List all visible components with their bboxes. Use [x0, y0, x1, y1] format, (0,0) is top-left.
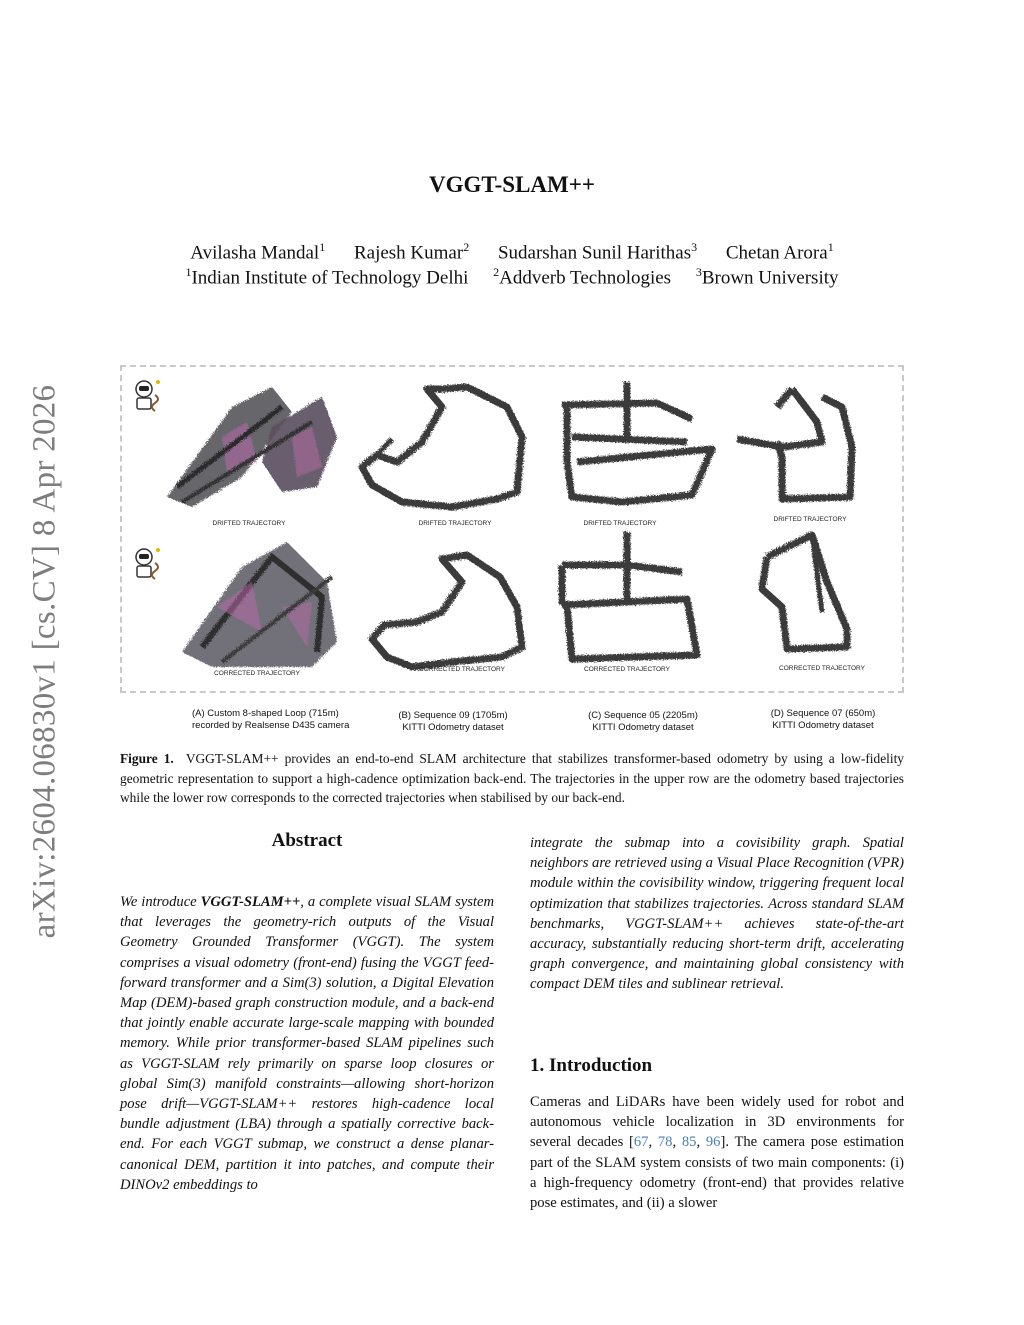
trajectory-d-corrected	[762, 535, 847, 649]
panel-caption-d: (D) Sequence 07 (650m) KITTI Odometry dataset	[770, 708, 876, 731]
trajectory-c-corrected	[562, 532, 697, 659]
affiliation-list	[0, 265, 1024, 289]
label-b-drifted: DRIFTED TRAJECTORY	[418, 520, 492, 527]
trajectory-c-drifted	[562, 382, 712, 502]
abstract-text-continued: integrate the submap into a covisibility graph. Spatial neighbors are retrieved using a Visual Place Recognition (VPR) module within the covisibility window, triggering frequent local optimization that stabilizes trajectories. Across standard SLAM benchmarks, VGGT-SLAM++ achieves state-of-the-art accuracy, substantially reducing short-term drift, accelerating graph convergence, and maintaining global consistency with compact DEM tiles and sublinear retrieval.	[530, 835, 904, 993]
arxiv-id-text: arXiv:2604.06830v1 [cs.CV] 8 Apr 2026	[26, 384, 63, 938]
citation-link[interactable]: 78	[657, 1134, 673, 1151]
affiliation: $^1$Indian Institute of Technology Delhi	[185, 265, 469, 289]
trajectory-d-drifted	[737, 389, 852, 499]
paper-title: VGGT-SLAM++	[429, 172, 595, 197]
figure-label: Figure 1.	[120, 751, 174, 766]
arxiv-identifier	[15, 375, 75, 947]
label-c-corrected: CORRECTED TRAJECTORY	[584, 666, 670, 673]
trajectory-illustration	[122, 367, 902, 691]
label-d-drifted: DRIFTED TRAJECTORY	[773, 516, 847, 523]
introduction-heading: 1. Introduction	[530, 1055, 653, 1076]
robot-icon	[136, 548, 160, 579]
citation-link[interactable]: 96	[705, 1134, 721, 1151]
citation-link[interactable]: 85	[681, 1134, 697, 1151]
author-list	[0, 240, 1024, 264]
figure-caption-text: VGGT-SLAM++ provides an end-to-end SLAM architecture that stabilizes transformer-based odometry by using a low-fidelity geometric representation to support a high-cadence optimization back-end. The trajectories in the upper row are the odometry based trajectories while the lower row corresponds to the corrected trajectories when stabilised by our back-end.	[120, 751, 904, 805]
panel-caption-b: (B) Sequence 09 (1705m) KITTI Odometry dataset	[398, 710, 508, 733]
trajectory-b-drifted	[362, 387, 522, 507]
label-a-drifted: DRIFTED TRAJECTORY	[212, 520, 286, 527]
label-d-corrected: CORRECTED TRAJECTORY	[779, 665, 865, 672]
author: Chetan Arora$^1$	[725, 240, 834, 264]
system-name: VGGT-SLAM++	[200, 894, 301, 910]
trajectory-a-drifted	[167, 387, 337, 507]
figure-1-panel	[120, 365, 904, 693]
label-b-corrected: CORRECTED TRAJECTORY	[419, 666, 505, 673]
author: Rajesh Kumar$^2$	[353, 240, 470, 264]
panel-caption-c: (C) Sequence 05 (2205m) KITTI Odometry dataset	[588, 710, 698, 733]
introduction-text: Cameras and LiDARs have been widely used for robot and autonomous vehicle localization in 3D environments for several decades [67, 78, 85, 96]. The camera pose estimation part of the SLAM system consists of two main components: (i) a high-frequency odometry (front-end) that provides relative pose estimates, and (ii) a slower	[530, 1094, 905, 1212]
label-c-drifted: DRIFTED TRAJECTORY	[583, 520, 657, 527]
robot-icon	[136, 380, 160, 411]
trajectory-a-corrected	[182, 542, 337, 667]
panel-caption-a: (A) Custom 8-shaped Loop (715m) recorded by Realsense D435 camera	[192, 708, 350, 731]
author: Avilasha Mandal$^1$	[190, 240, 326, 264]
trajectory-b-corrected	[372, 555, 522, 667]
citation-link[interactable]: 67	[633, 1134, 649, 1151]
abstract-heading: Abstract	[271, 830, 343, 851]
affiliation: $^3$Brown University	[695, 265, 839, 289]
affiliation: $^2$Addverb Technologies	[493, 265, 672, 289]
author: Sudarshan Sunil Harithas$^3$	[497, 240, 698, 264]
abstract-text: We introduce VGGT-SLAM++, a complete visual SLAM system that leverages the geometry-rich outputs of the Visual Geometry Grounded Transformer (VGGT). The system comprises a visual odometry (front-end) fusing the VGGT feed-forward transformer and a Sim(3) solution, a Digital Elevation Map (DEM)-based graph construction module, and a back-end that jointly enable accurate large-scale mapping with bounded memory. While prior transformer-based SLAM pipelines such as VGGT-SLAM rely primarily on sparse loop closures or global Sim(3) manifold constraints—allowing short-horizon pose drift—VGGT-SLAM++ restores high-cadence local bundle adjustment (LBA) through a spatially corrective back-end. For each VGGT submap, we construct a dense planar-canonical DEM, partition it into patches, and compute their DINOv2 embeddings to	[120, 894, 494, 1193]
figure-caption	[120, 749, 904, 808]
label-a-corrected: CORRECTED TRAJECTORY	[214, 670, 300, 677]
